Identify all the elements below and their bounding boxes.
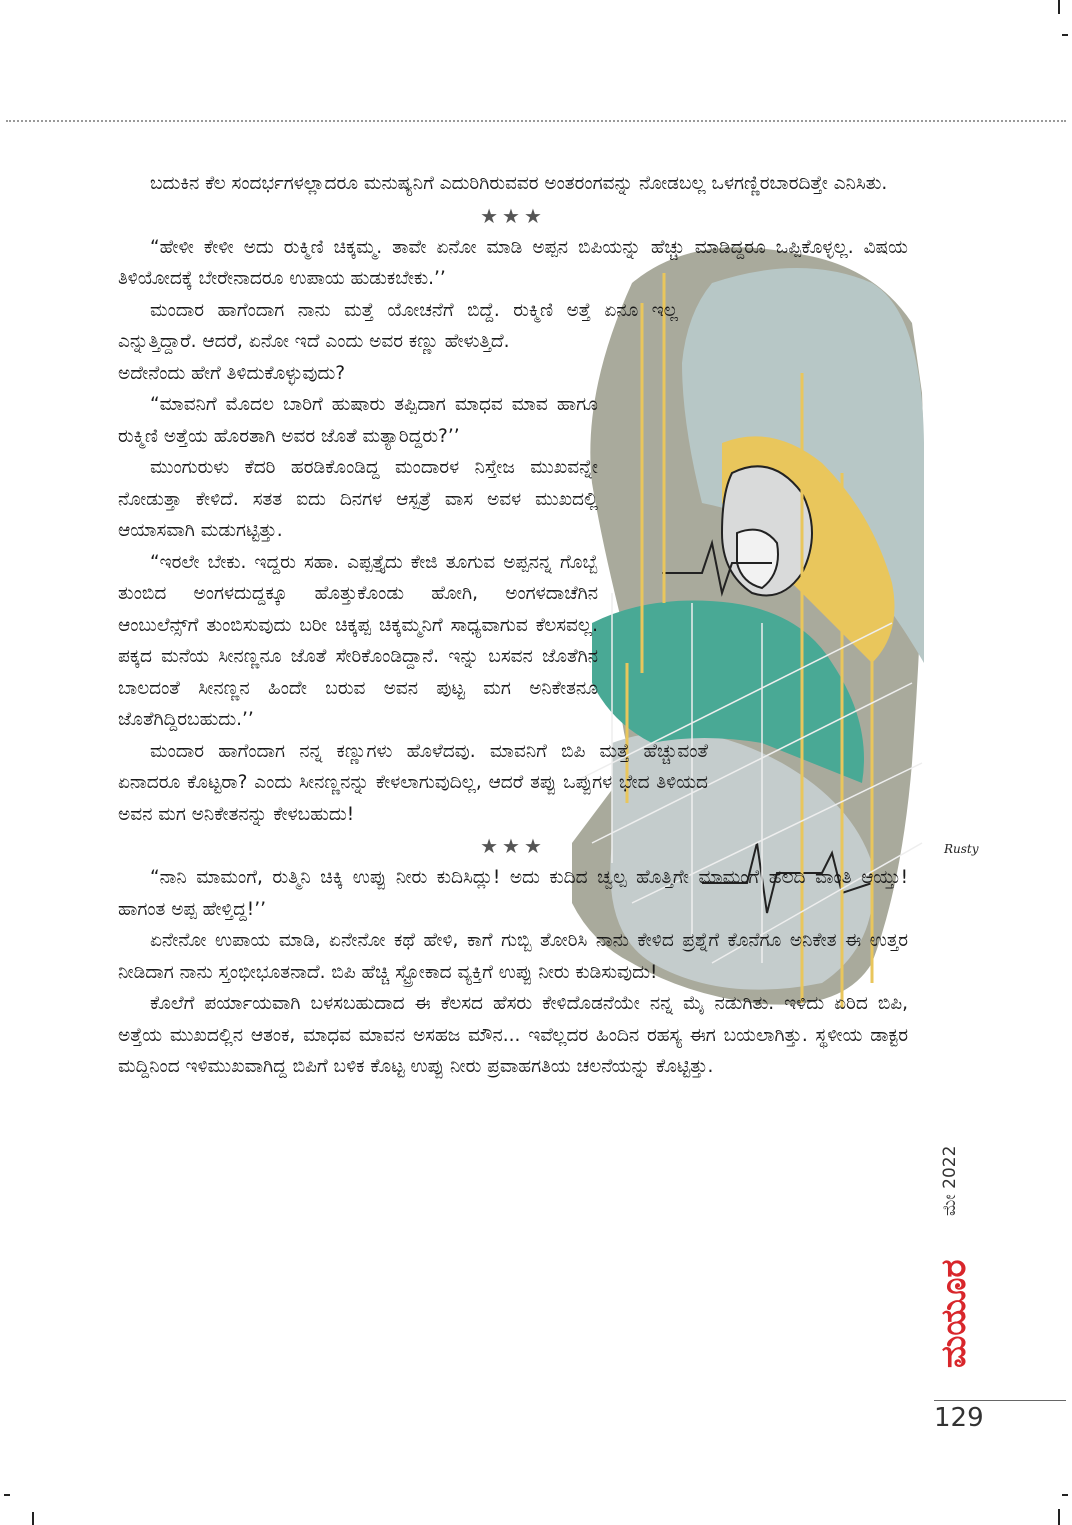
paragraph: “ಇರಲೇ ಬೇಕು. ಇದ್ದರು ಸಹಾ. ಎಪ್ಪತ್ತೈದು ಕೇಜಿ ತೂಗುವ ಅಪ್ಪನನ್ನ ಗೊಬ್ಬೆ ತುಂಬಿದ ಅಂಗಳದುದ್ದಕ್ಕೂ ಹೊತ್ತುಕೊಂಡು ಹೋಗಿ, ಅಂಗಳದಾಚೆಗಿನ ಆಂಬುಲೆನ್ಸ್‌ಗೆ ತುಂಬಿಸುವುದು ಬರೀ ಚಿಕ್ಕಪ್ಪ ಚಿಕ್ಕಮ್ಮನಿಗೆ ಸಾಧ್ಯವಾಗುವ ಕೆಲಸವಲ್ಲ. ಪಕ್ಕದ ಮನೆಯ ಸೀನಣ್ಣನೂ ಜೊತೆ ಸೇರಿಕೊಂಡಿದ್ದಾನೆ. ಇನ್ನು ಬಸವನ ಜೊತೆಗಿನ ಬಾಲದಂತೆ ಸೀನಣ್ಣನ ಹಿಂದೇ ಬರುವ ಅವನ ಪುಟ್ಟ ಮಗ ಅನಿಕೇತನೂ ಜೊತೆಗಿದ್ದಿರಬಹುದು.’’ [118,551,598,730]
paragraph: ಏನೇನೋ ಉಪಾಯ ಮಾಡಿ, ಏನೇನೋ ಕಥೆ ಹೇಳಿ, ಕಾಗೆ ಗುಬ್ಬಿ ತೋರಿಸಿ ನಾನು ಕೇಳಿದ ಪ್ರಶ್ನೆಗೆ ಕೊನೆಗೂ ಅನಿಕೇತ ಈ ಉತ್ತರ ನೀಡಿದಾಗ ನಾನು ಸ್ತಂಭೀಭೂತನಾದೆ. ಬಿಪಿ ಹೆಚ್ಚಿ ಸ್ಟ್ರೋಕಾದ ವ್ಯಕ್ತಿಗೆ ಉಪ್ಪು ನೀರು ಕುಡಿಸುವುದು! [118,930,908,983]
paragraph-line: ಅದೇನೆಂದು ಹೇಗೆ ತಿಳಿದುಕೊಳ್ಳುವುದು? [118,362,346,384]
paragraph: ಬದುಕಿನ ಕೆಲ ಸಂದರ್ಭಗಳಲ್ಲಾದರೂ ಮನುಷ್ಯನಿಗೆ ಎದುರಿಗಿರುವವರ ಅಂತರಂಗವನ್ನು ನೋಡಬಲ್ಲ ಒಳಗಣ್ಣಿರಬಾರದಿತ್ತೇ ಎನಿಸಿತು. [150,173,888,194]
artist-signature: Rusty [944,842,979,856]
paragraph: “ನಾನಿ ಮಾಮಂಗೆ, ರುತ್ಮಿನಿ ಚಿಕ್ಕಿ ಉಪ್ಪು ನೀರು ಕುದಿಸಿದ್ಲು! ಅದು ಕುದಿದ ಚ್ವಲ್ಪ ಹೊತ್ತಿಗೇ ಮಾಮಂಗೆ ಹಲದಿ ವಾಂತಿ ಆಯ್ತು! ಹಾಗಂತ ಅಪ್ಪ ಹೇಳ್ತಿದ್ದ!’’ [118,867,908,920]
magazine-brand: ಮಯೂರ [934,1259,974,1368]
paragraph: “ಮಾವನಿಗೆ ಮೊದಲ ಬಾರಿಗೆ ಹುಷಾರು ತಪ್ಪಿದಾಗ ಮಾಧವ ಮಾವ ಹಾಗೂ ರುಕ್ಮಿಣಿ ಅತ್ತೆಯ ಹೊರತಾಗಿ ಅವರ ಜೊತೆ ಮತ್ಯಾರಿದ್ದರು?’’ [118,394,598,447]
paragraph: ಕೊಲೆಗೆ ಪರ್ಯಾಯವಾಗಿ ಬಳಸಬಹುದಾದ ಈ ಕೆಲಸದ ಹೆಸರು ಕೇಳಿದೊಡನೆಯೇ ನನ್ನ ಮೈ ನಡುಗಿತು. ಇಳಿದು ಏರಿದ ಬಿಪಿ, ಅತ್ತೆಯ ಮುಖದಲ್ಲಿನ ಆತಂಕ, ಮಾಧವ ಮಾವನ ಅಸಹಜ ಮೌನ... ಇವೆಲ್ಲದರ ಹಿಂದಿನ ರಹಸ್ಯ ಈಗ ಬಯಲಾಗಿತ್ತು. ಸ್ಥಳೀಯ ಡಾಕ್ಟರ ಮದ್ದಿನಿಂದ ಇಳಿಮುಖವಾಗಿದ್ದ ಬಿಪಿಗೆ ಬಳಿಕ ಕೊಟ್ಟ ಉಪ್ಪು ನೀರು ಪ್ರವಾಹಗತಿಯ ಚಲನೆಯನ್ನು ಕೊಟ್ಟಿತ್ತು. [118,993,908,1077]
crop-mark [1058,1509,1060,1525]
crop-mark [1062,1494,1068,1496]
paragraph: ಮುಂಗುರುಳು ಕೆದರಿ ಹರಡಿಕೊಂಡಿದ್ದ ಮಂದಾರಳ ನಿಸ್ತೇಜ ಮುಖವನ್ನೇ ನೋಡುತ್ತಾ ಕೇಳಿದೆ. ಸತತ ಐದು ದಿನಗಳ ಆಸ್ಪತ್ರೆ ವಾಸ ಅವಳ ಮುಖದಲ್ಲಿ ಆಯಾಸವಾಗಿ ಮಡುಗಟ್ಟಿತ್ತು. [118,457,598,541]
section-break-stars: ★★★ [480,834,546,858]
paragraph: ಮಂದಾರ ಹಾಗೆಂದಾಗ ನಾನು ಮತ್ತೆ ಯೋಚನೆಗೆ ಬಿದ್ದೆ. ರುಕ್ಮಿಣಿ ಅತ್ತೆ ಏನೂ ಇಲ್ಲ ಎನ್ನುತ್ತಿದ್ದಾರೆ. ಆದರೆ, ಏನೋ ಇದೆ ಎಂದು ಅವರ ಕಣ್ಣು ಹೇಳುತ್ತಿದೆ. [118,299,678,352]
article-body [118,168,908,1083]
crop-mark [4,1494,10,1496]
top-dotted-rule [6,120,1066,122]
crop-mark [32,1512,34,1525]
crop-mark [1062,34,1068,36]
page-number: 129 [934,1403,984,1433]
crop-mark [1058,0,1060,14]
paragraph: ಮಂದಾರ ಹಾಗೆಂದಾಗ ನನ್ನ ಕಣ್ಣುಗಳು ಹೊಳೆದವು. ಮಾವನಿಗೆ ಬಿಪಿ ಮತ್ತೆ ಹೆಚ್ಚುವಂತೆ ಏನಾದರೂ ಕೊಟ್ಟರಾ? ಎಂದು ಸೀನಣ್ಣನನ್ನು ಕೇಳಲಾಗುವುದಿಲ್ಲ, ಆದರೆ ತಪ್ಪು ಒಪ್ಪುಗಳ ಭೇದ ತಿಳಿಯದ ಅವನ ಮಗ ಅನಿಕೇತನನ್ನು ಕೇಳಬಹುದು! [118,740,708,825]
paragraph: “ಹೇಳೀ ಕೇಳೀ ಅದು ರುಕ್ಮಿಣಿ ಚಿಕ್ಕಮ್ಮ. ತಾವೇ ಏನೋ ಮಾಡಿ ಅಪ್ಪನ ಬಿಪಿಯನ್ನು ಹೆಚ್ಚು ಮಾಡಿದ್ದರೂ ಒಪ್ಪಿಕೊಳ್ಳಲ್ಲ. ವಿಷಯ ತಿಳಿಯೋದಕ್ಕೆ ಬೇರೇನಾದರೂ ಉಪಾಯ ಹುಡುಕಬೇಕು.’’ [118,236,908,289]
page-number-rule [934,1400,1066,1401]
section-break-stars: ★★★ [480,203,546,228]
issue-month: ಮೇ 2022 [940,1145,960,1216]
